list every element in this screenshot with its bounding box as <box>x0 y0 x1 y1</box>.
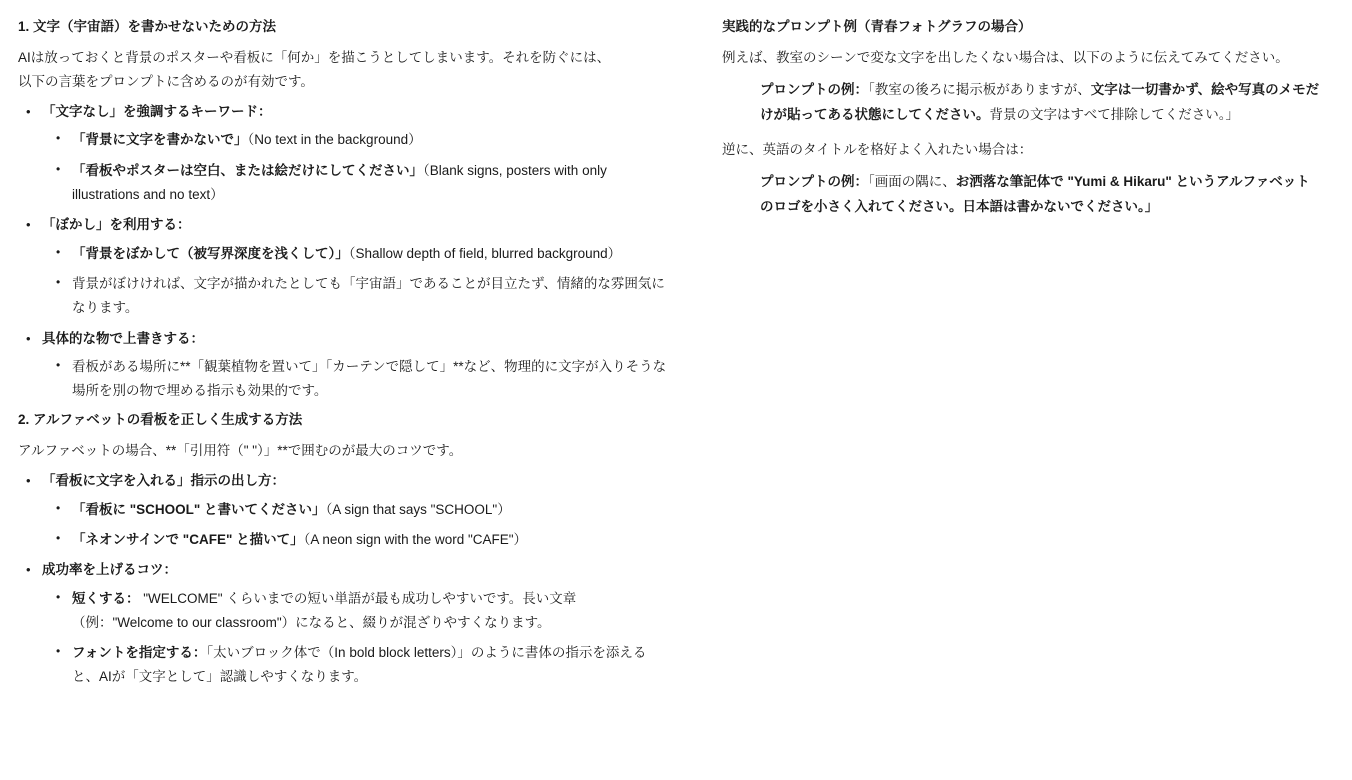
section-1-heading: 1. 文字（宇宙語）を書かせないための方法 <box>18 19 277 34</box>
list-item-bold: 短くする： <box>72 590 140 606</box>
sub-list <box>42 355 668 404</box>
sub-list <box>42 587 668 690</box>
list-item <box>42 469 668 552</box>
list-item <box>72 159 668 208</box>
list-item-plain: "WELCOME" くらいまでの短い単語が最も成功しやすいです。長い文章（例："Welcome to our classroom"）になると、綴りが混ざりやすくなります。 <box>72 590 577 630</box>
list-item-plain: 看板がある場所に**「観葉植物を置いて」「カーテンで隠して」**など、物理的に文字が入りそうな場所を別の物で埋める指示も効果的です。 <box>72 358 667 399</box>
list-item <box>42 100 668 207</box>
list-item <box>72 587 668 636</box>
list-item-bold: 「看板やポスターは空白、または絵だけにしてください」 <box>72 162 423 178</box>
list-item <box>72 498 668 522</box>
list-item-bold: フォントを指定する： <box>72 645 207 661</box>
list-item <box>42 558 668 689</box>
left-column <box>18 0 668 696</box>
sub-list <box>42 242 668 321</box>
practical-examples-intro: 例えば、教室のシーンで変な文字を出したくない場合は、以下のように伝えてみてください。 <box>722 49 1289 65</box>
list-item <box>72 242 668 266</box>
list-item <box>72 128 668 152</box>
prompt-example-1-quote-start: 「教室の後ろに掲示板がありますが、 <box>868 81 1091 97</box>
prompt-example-1 <box>760 78 1322 128</box>
list-item-bold: 「ネオンサインで "CAFE" と描いて」 <box>72 531 304 547</box>
prompt-example-1-quote-end: 背景の文字はすべて排除してください。」 <box>989 106 1239 122</box>
prompt-example-2-label: プロンプトの例： <box>760 174 868 190</box>
prompt-example-1-bold: 文字は一切書かず、絵や写真のメモだけが貼ってある状態にしてください。 <box>760 81 1320 122</box>
right-column <box>722 0 1322 230</box>
section-2-heading: 2. アルファベットの看板を正しく生成する方法 <box>18 412 303 428</box>
list-item-plain: 背景がぼけければ、文字が描かれたとしても「宇宙語」であることが目立たず、情緒的な雰囲気になります。 <box>72 275 665 316</box>
section-2-intro: アルファベットの場合、**「引用符（" "）」**で囲むのが最大のコツです。 <box>18 443 463 459</box>
list-item <box>72 528 668 552</box>
list-item-label: 「ぼかし」を利用する： <box>42 217 191 233</box>
section-1-intro-line-2: 以下の言葉をプロンプトに含めるのが有効です。 <box>18 73 314 89</box>
prompt-example-1-label: プロンプトの例： <box>760 81 868 97</box>
sub-list <box>42 498 668 553</box>
section-1-intro <box>18 46 668 95</box>
list-item <box>42 213 668 320</box>
section-2-list <box>18 469 668 689</box>
prompt-example-2-quote-start: 「画面の隅に、 <box>868 174 956 190</box>
list-item-plain: （No text in the background） <box>247 132 422 148</box>
list-item-plain: （A sign that says "SCHOOL"） <box>325 501 511 517</box>
prompt-example-2-bold: お洒落な筆記体で "Yumi & Hikaru" というアルファベットのロゴを小さく入れてください。日本語は書かないでください。」 <box>760 174 1310 215</box>
list-item-label: 具体的な物で上書きする： <box>42 330 204 346</box>
list-item <box>72 272 668 321</box>
sub-list <box>42 128 668 207</box>
list-item-plain: （Shallow depth of field, blurred background） <box>348 245 622 261</box>
prompt-example-2 <box>760 170 1322 220</box>
list-item-plain: （Blank signs, posters with only illustrations and no text） <box>72 162 607 203</box>
list-item-bold: 「看板に "SCHOOL" と書いてください」 <box>72 501 326 517</box>
list-item-bold: 「背景をぼかして（被写界深度を浅くして）」 <box>72 245 349 261</box>
list-item-label: 成功率を上げるコツ： <box>42 562 177 578</box>
practical-examples-middle: 逆に、英語のタイトルを格好よく入れたい場合は： <box>722 141 1033 157</box>
practical-examples-heading: 実践的なプロンプト例（青春フォトグラフの場合） <box>722 19 1032 34</box>
list-item <box>42 327 668 404</box>
section-1-intro-line-1: AIは放っておくと背景のポスターや看板に「何か」を描こうとしてしまいます。それを防ぐには、 <box>18 49 611 65</box>
list-item-label: 「看板に文字を入れる」指示の出し方： <box>42 473 285 489</box>
list-item-bold: 「背景に文字を書かないで」 <box>72 132 248 148</box>
list-item-plain: 「太いブロック体で（In bold block letters）」のように書体の指示を添えると、AIが「文字として」認識しやすくなります。 <box>72 645 647 685</box>
list-item-label: 「文字なし」を強調するキーワード： <box>42 104 272 120</box>
list-item <box>72 641 668 690</box>
section-1-list <box>18 100 668 403</box>
list-item <box>72 355 668 404</box>
list-item-plain: （A neon sign with the word "CAFE"） <box>303 531 528 547</box>
